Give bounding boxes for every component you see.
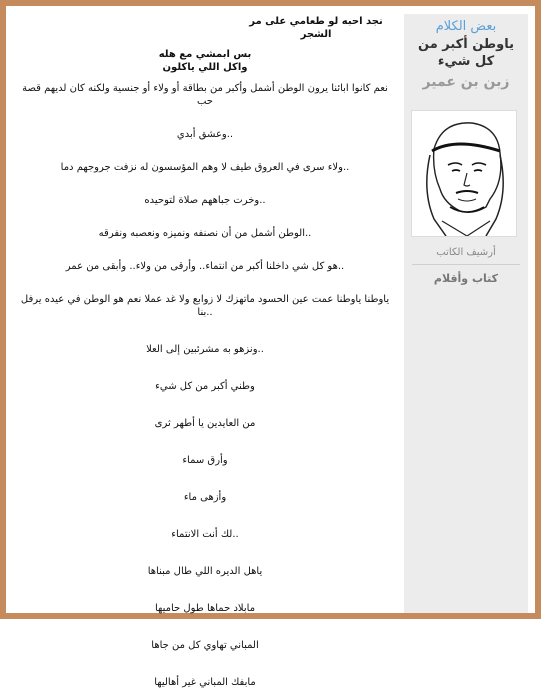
paragraph: وطني أكبر من كل شيء bbox=[155, 381, 255, 392]
sidebar-divider bbox=[412, 264, 520, 265]
author-sketch-icon bbox=[412, 111, 516, 236]
paragraph: من العايدين يا أطهر ثرى bbox=[154, 418, 256, 429]
author-photo bbox=[411, 110, 517, 237]
article-content bbox=[14, 12, 396, 689]
paragraph: ..لك أنت الانتماء bbox=[171, 529, 239, 540]
article-title: ياوطن أكبر من كل شيء bbox=[418, 37, 514, 69]
category-label[interactable]: بعض الكلام bbox=[435, 19, 497, 34]
article-body bbox=[14, 82, 396, 689]
paragraph: مابفك المباني غير أهاليها bbox=[154, 677, 256, 688]
sidebar bbox=[404, 14, 528, 613]
paragraph: ياهل الديره اللي طال مبناها bbox=[147, 566, 263, 577]
paragraph: ..ونزهو به مشرئبين إلى العلا bbox=[146, 344, 264, 355]
paragraph: وأرق سماء bbox=[182, 455, 228, 466]
paragraph: ..الوطن أشمل من أن نصنفه ونميزه ونعصبه ونفرقه bbox=[98, 228, 312, 239]
author-name[interactable]: زبن بن عمير bbox=[422, 74, 510, 90]
paragraph: ..هو كل شي داخلنا أكبر من انتماء.. وأرقى من ولاء.. وأبقى من عمر bbox=[65, 261, 345, 272]
paragraph: ..ولاء سرى في العروق طيف لا وهم المؤسسون له نزفت جروجهم دما bbox=[60, 162, 350, 173]
paragraph: مابلاد حماها طول حاميها bbox=[154, 603, 256, 614]
paragraph: نعم كانوا ابائنا يرون الوطن أشمل وأكبر من بطاقة أو ولاء أو جنسية ولكنه كان لديهم قصة حب bbox=[22, 83, 388, 107]
paragraph: ..وخرت جباههم صلاة لتوحيده bbox=[144, 195, 266, 206]
writers-link[interactable]: كتاب وأقلام bbox=[433, 272, 499, 285]
paragraph: المباني تهاوي كل من جاها bbox=[151, 640, 259, 651]
paragraph: ..وعشق أبدي bbox=[176, 129, 234, 140]
paragraph: ياوطنا ياوطنا عمت عين الحسود ماتهزك لا زوابع ولا غد عملا نعم هو الوطن في عيده يرفل ..بنا bbox=[20, 294, 390, 318]
poem-heading-2: بس ابمشي مع هله واكل اللي ياكلون bbox=[158, 49, 252, 73]
author-archive-link[interactable]: أرشيف الكاتب bbox=[436, 247, 496, 258]
poem-heading-1: نجد احبه لو طعامي على مر الشجر bbox=[249, 16, 383, 40]
paragraph: وأزهى ماء bbox=[183, 492, 227, 503]
